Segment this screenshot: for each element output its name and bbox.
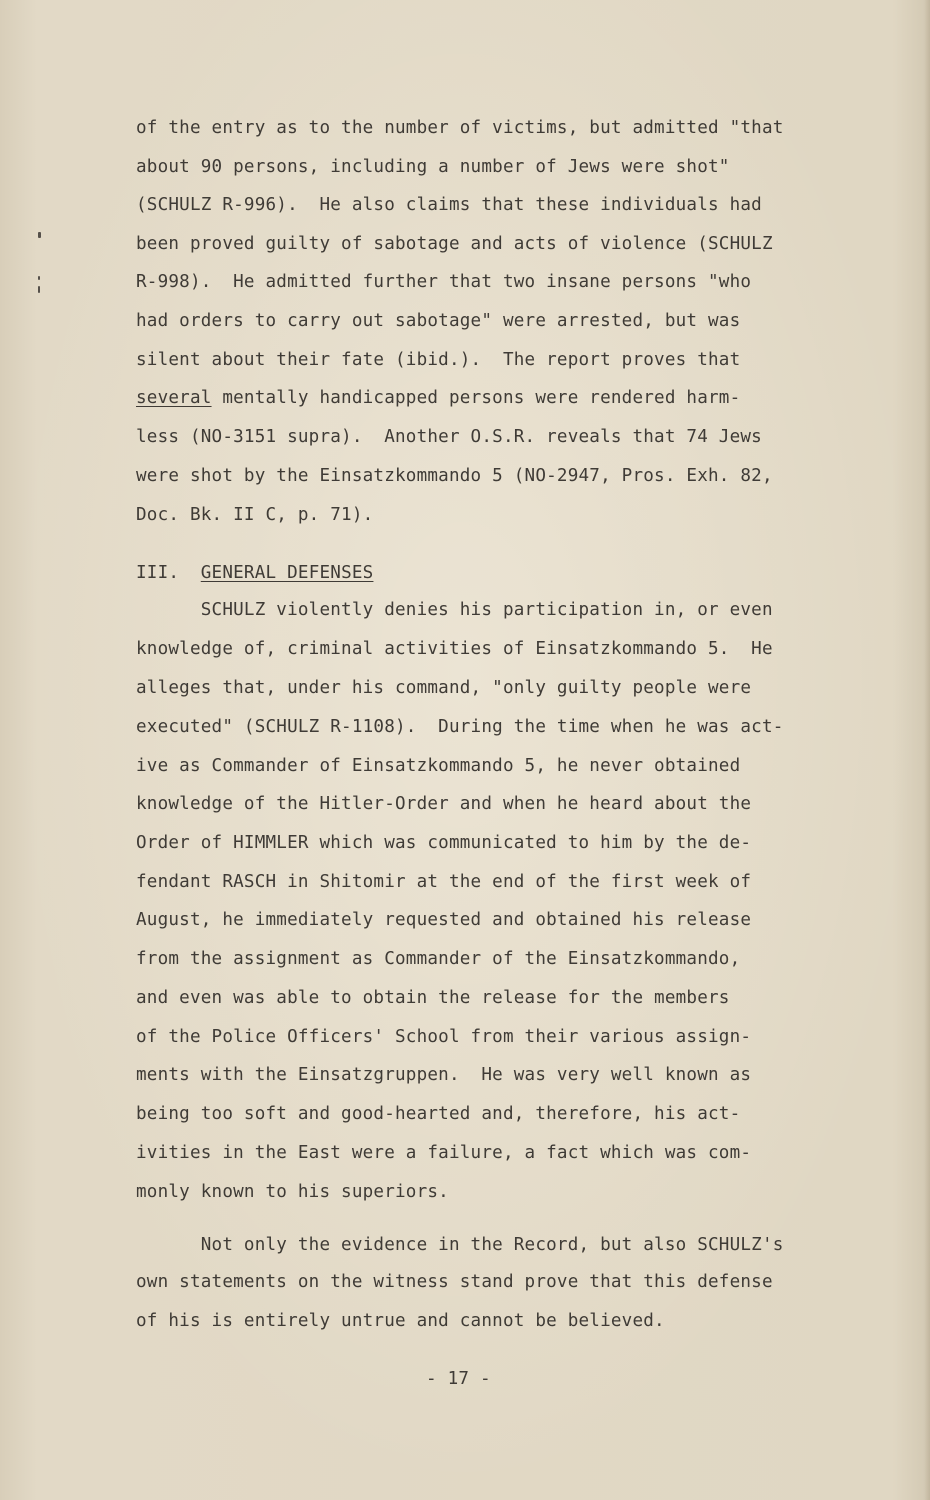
text-line: knowledge of the Hitler-Order and when he heard about the (136, 794, 752, 814)
text-line: own statements on the witness stand prove that this defense (136, 1272, 773, 1292)
text-line: executed" (SCHULZ R-1108). During the time when he was act- (136, 717, 784, 737)
underlined-word: several (136, 388, 212, 408)
text-line: from the assignment as Commander of the Einsatzkommando, (136, 949, 741, 969)
text-line: SCHULZ violently denies his participation in, or even (136, 600, 773, 620)
text-line: R-998). He admitted further that two insane persons "who (136, 272, 752, 292)
margin-mark (38, 232, 41, 238)
text-line: of his is entirely untrue and cannot be believed. (136, 1311, 665, 1331)
text-line: Not only the evidence in the Record, but also SCHULZ's (136, 1235, 784, 1255)
text-line: (SCHULZ R-996). He also claims that these individuals had (136, 195, 762, 215)
margin-mark (38, 276, 40, 280)
text-line: knowledge of, criminal activities of Einsatzkommando 5. He (136, 639, 773, 659)
text-line: ments with the Einsatzgruppen. He was very well known as (136, 1065, 752, 1085)
text-line: of the Police Officers' School from their various assign- (136, 1027, 752, 1047)
page-number: - 17 - (426, 1369, 491, 1389)
section-title: GENERAL DEFENSES (200, 563, 374, 583)
text-line: Order of HIMMLER which was communicated to him by the de- (136, 833, 752, 853)
text-line: alleges that, under his command, "only guilty people were (136, 678, 752, 698)
section-number: III. (136, 563, 180, 583)
text-line: ivities in the East were a failure, a fact which was com- (136, 1143, 752, 1163)
text-line: being too soft and good-hearted and, therefore, his act- (136, 1104, 741, 1124)
text-line: of the entry as to the number of victims, but admitted "that (136, 118, 784, 138)
text-line: and even was able to obtain the release for the members (136, 988, 730, 1008)
text-line: less (NO-3151 supra). Another O.S.R. reveals that 74 Jews (136, 427, 762, 447)
text-line-with-emphasis (136, 387, 740, 409)
section-heading (136, 562, 373, 584)
text-line: had orders to carry out sabotage" were arrested, but was (136, 311, 741, 331)
text-line: Doc. Bk. II C, p. 71). (136, 505, 374, 525)
text-line: ive as Commander of Einsatzkommando 5, he never obtained (136, 756, 741, 776)
text-line: fendant RASCH in Shitomir at the end of the first week of (136, 872, 752, 892)
text-line: August, he immediately requested and obtained his release (136, 910, 752, 930)
text-line-rest: mentally handicapped persons were rendered harm- (211, 388, 741, 408)
text-line: been proved guilty of sabotage and acts of violence (SCHULZ (136, 234, 773, 254)
paper-edge-shadow (924, 0, 930, 1500)
margin-mark (38, 286, 40, 293)
text-line: silent about their fate (ibid.). The report proves that (136, 350, 741, 370)
text-line: were shot by the Einsatzkommando 5 (NO-2947, Pros. Exh. 82, (136, 466, 773, 486)
text-line: about 90 persons, including a number of Jews were shot" (136, 157, 730, 177)
text-line: monly known to his superiors. (136, 1182, 449, 1202)
